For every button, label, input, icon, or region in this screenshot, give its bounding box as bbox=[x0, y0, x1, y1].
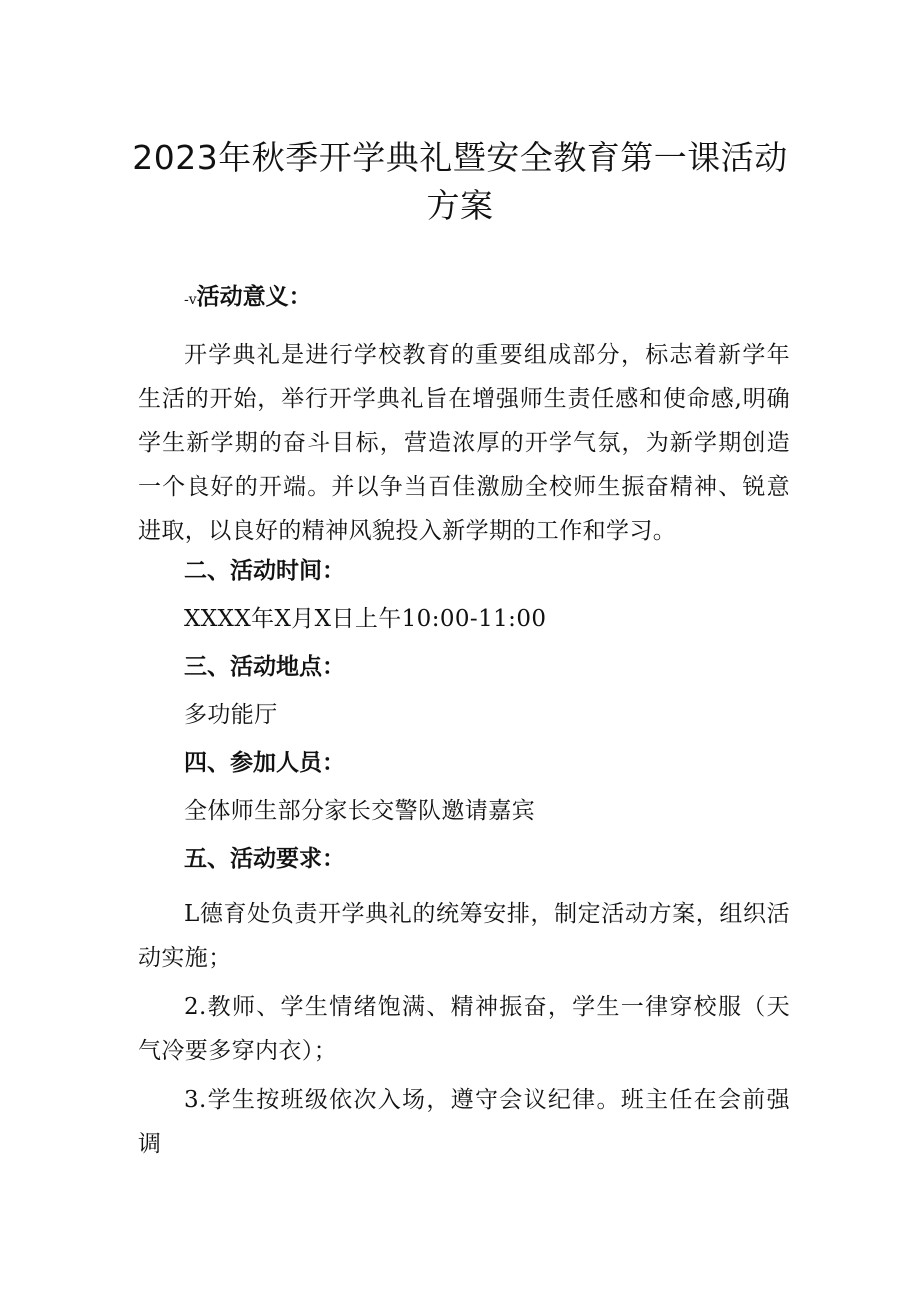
section-value-location: 多功能厅 bbox=[184, 702, 278, 728]
section-heading-significance bbox=[138, 282, 790, 316]
section-heading-time: 二、活动时间： bbox=[184, 558, 345, 584]
section-value-participants: 全体师生部分家长交警队邀请嘉宾 bbox=[184, 798, 535, 824]
document-body bbox=[138, 282, 790, 1171]
requirement-item-1: L德育处负责开学典礼的统筹安排，制定活动方案，组织活动实施； bbox=[138, 901, 790, 971]
paragraph-significance: 开学典礼是进行学校教育的重要组成部分，标志着新学年生活的开始，举行开学典礼旨在增强师生责任感和使命感,明确学生新学期的奋斗目标，营造浓厚的开学气氛，为新学期创造一个良好的开端。并以争当百佳激励全校师生振奋精神、锐意进取，以良好的精神风貌投入新学期的工作和学习。 bbox=[138, 342, 790, 544]
document-title: 2023年秋季开学典礼暨安全教育第一课活动方案 bbox=[132, 138, 788, 225]
requirement-item-3: 3.学生按班级依次入场，遵守会议纪律。班主任在会前强调 bbox=[138, 1087, 790, 1157]
section-heading-text: 活动意义： bbox=[196, 284, 312, 310]
section-value-time: XXXX年X月X日上午10:00-11:00 bbox=[184, 606, 547, 632]
section-prefix: -v bbox=[184, 292, 197, 308]
section-heading-location: 三、活动地点： bbox=[184, 654, 345, 680]
section-heading-requirements: 五、活动要求： bbox=[184, 846, 345, 872]
requirement-item-2: 2.教师、学生情绪饱满、精神振奋，学生一律穿校服（天气冷要多穿内衣）； bbox=[138, 994, 790, 1064]
section-heading-participants: 四、参加人员： bbox=[184, 750, 345, 776]
